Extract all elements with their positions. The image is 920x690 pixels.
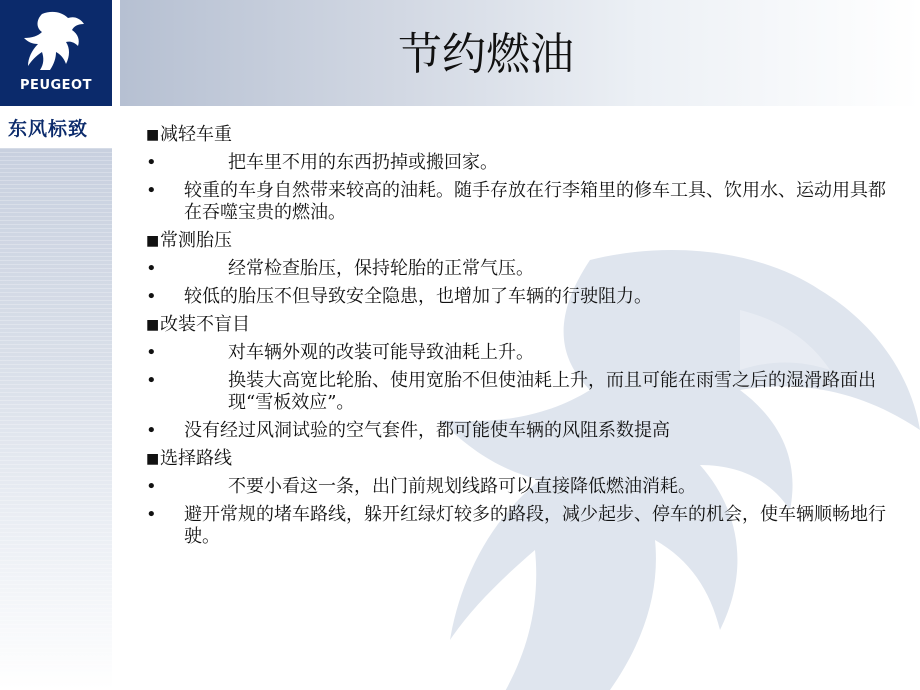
brand-name: PEUGEOT bbox=[20, 78, 92, 93]
list-item bbox=[146, 370, 886, 414]
slide-title: 节约燃油 bbox=[398, 29, 574, 80]
section-heading-text: 减轻车重 bbox=[160, 124, 232, 145]
section-heading bbox=[146, 448, 886, 470]
sub-brand-bar bbox=[0, 106, 112, 148]
square-bullet-icon: ■ bbox=[146, 317, 160, 333]
brand-logo bbox=[0, 0, 112, 106]
section-heading-text: 改装不盲目 bbox=[160, 314, 250, 335]
bullet-icon: • bbox=[146, 504, 157, 525]
sub-brand-logo: 东风标致 bbox=[8, 118, 89, 140]
list-item bbox=[146, 420, 886, 442]
list-item-text: 较低的胎压不但导致安全隐患，也增加了车辆的行驶阻力。 bbox=[184, 286, 652, 307]
bullet-icon: • bbox=[146, 180, 157, 201]
square-bullet-icon: ■ bbox=[146, 233, 160, 249]
section-heading bbox=[146, 124, 886, 146]
slide-content bbox=[146, 124, 886, 554]
list-item bbox=[146, 476, 886, 498]
list-item-text: 经常检查胎压，保持轮胎的正常气压。 bbox=[228, 258, 534, 279]
bullet-icon: • bbox=[146, 152, 157, 173]
bullet-icon: • bbox=[146, 476, 157, 497]
list-item bbox=[146, 286, 886, 308]
square-bullet-icon: ■ bbox=[146, 127, 160, 143]
list-item bbox=[146, 258, 886, 280]
bullet-icon: • bbox=[146, 286, 157, 307]
list-item-text: 换装大高宽比轮胎、使用宽胎不但使油耗上升，而且可能在雨雪之后的湿滑路面出现“雪板效应”。 bbox=[228, 370, 876, 413]
section-heading bbox=[146, 314, 886, 336]
list-item bbox=[146, 342, 886, 364]
bullet-icon: • bbox=[146, 258, 157, 279]
bullet-icon: • bbox=[146, 420, 157, 441]
list-item-text: 不要小看这一条，出门前规划线路可以直接降低燃油消耗。 bbox=[228, 476, 696, 497]
list-item-text: 避开常规的堵车路线，躲开红绿灯较多的路段，减少起步、停车的机会，使车辆顺畅地行驶。 bbox=[184, 504, 886, 547]
section-heading bbox=[146, 230, 886, 252]
bullet-icon: • bbox=[146, 370, 157, 391]
list-item-text: 把车里不用的东西扔掉或搬回家。 bbox=[228, 152, 498, 173]
list-item-text: 较重的车身自然带来较高的油耗。随手存放在行李箱里的修车工具、饮用水、运动用具都在吞噬宝贵的燃油。 bbox=[184, 180, 886, 223]
bullet-icon: • bbox=[146, 342, 157, 363]
peugeot-lion-icon bbox=[22, 10, 90, 72]
list-item bbox=[146, 152, 886, 174]
list-item bbox=[146, 504, 886, 548]
section-heading-text: 选择路线 bbox=[160, 448, 232, 469]
left-strip bbox=[0, 148, 112, 690]
list-item-text: 对车辆外观的改装可能导致油耗上升。 bbox=[228, 342, 534, 363]
list-item-text: 没有经过风洞试验的空气套件，都可能使车辆的风阻系数提高 bbox=[184, 420, 670, 441]
square-bullet-icon: ■ bbox=[146, 451, 160, 467]
list-item bbox=[146, 180, 886, 224]
section-heading-text: 常测胎压 bbox=[160, 230, 232, 251]
